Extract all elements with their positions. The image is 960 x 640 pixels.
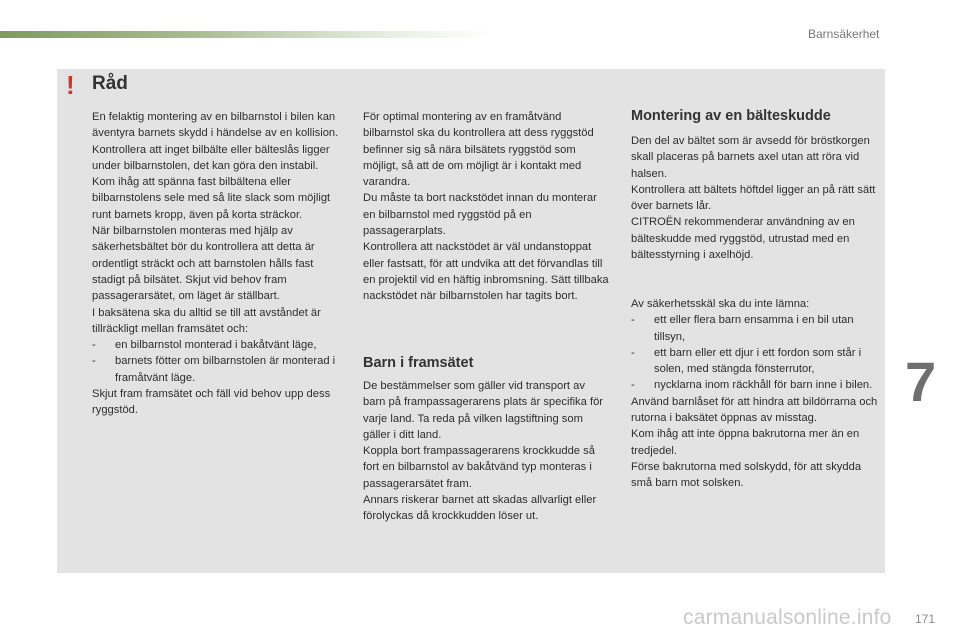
paragraph: Annars riskerar barnet att skadas allvarligt eller förolyckas då krockkudden löser ut. [363, 494, 597, 523]
warning-exclamation-icon: ! [66, 70, 75, 100]
watermark: carmanualsonline.info [683, 606, 892, 629]
bullet-list [92, 337, 348, 386]
paragraph: När bilbarnstolen monteras med hjälp av säkerhetsbältet bör du kontrollera att detta är ordentligt sträckt och att barnstolen hålls fast stadigt på bilsätet. Skjut vid behov fram passagerarsätet, om läget är ställbart. [92, 225, 315, 303]
chapter-title: Barnsäkerhet [808, 27, 880, 41]
list-item: - ett eller flera barn ensamma i en bil utan tillsyn, [631, 312, 883, 345]
paragraph: En felaktig montering av en bilbarnstol i bilen kan äventyra barnets skydd i händelse av en kollision. [92, 111, 339, 140]
safety-section [631, 296, 883, 492]
paragraph: Du måste ta bort nackstödet innan du monterar en bilbarnstol med ryggstöd på en passagerarplats. [363, 192, 597, 238]
paragraph: Koppla bort frampassagerarens krockkudde så fort en bilbarnstol av bakåtvänd typ monteras i passagerarsätet fram. [363, 445, 595, 490]
paragraph: Kontrollera att nackstödet är väl undanstoppat eller fastsatt, för att undvika att det förvandlas till en projektil vid en häftig inbromsning. Sätt tillbaka nackstödet när bilbarnstolen har tagits bort. [363, 241, 609, 303]
advice-column-1 [92, 109, 348, 419]
paragraph: Av säkerhetsskäl ska du inte lämna: [631, 298, 810, 310]
paragraph: Använd barnlåset för att hindra att bildörrarna och rutorna i baksätet öppnas av misstag. [631, 395, 878, 425]
paragraph: Kom ihåg att inte öppna bakrutorna mer än en tredjedel. [631, 428, 860, 457]
front-seat-section [363, 378, 609, 525]
bullet-list [631, 312, 883, 393]
paragraph: Förse bakrutorna med solskydd, för att skydda små barn mot solsken. [631, 460, 862, 490]
paragraph: Kontrollera att bältets höftdel ligger an på rätt sätt över barnets lår. [631, 183, 876, 213]
list-item: - nycklarna inom räckhåll för barn inne i bilen. [631, 377, 883, 393]
page-number: 171 [915, 612, 936, 626]
list-item: - barnets fötter om bilbarnstolen är monterad i framåtvänt läge. [92, 353, 348, 386]
chapter-number: 7 [905, 350, 937, 413]
front-seat-heading: Barn i framsätet [363, 355, 474, 371]
paragraph: I baksätena ska du alltid se till att avståndet är tillräckligt mellan framsätet och: [92, 306, 321, 335]
advice-column-2 [363, 109, 609, 305]
paragraph: Skjut fram framsätet och fäll vid behov upp dess ryggstöd. [92, 388, 331, 417]
paragraph: Den del av bältet som är avsedd för bröstkorgen skall placeras på barnets axel utan att röra vid halsen. [631, 135, 870, 180]
paragraph: Kontrollera att inget bilbälte eller bälteslås ligger under bilbarnstolen, det kan göra den instabil. [92, 143, 330, 172]
paragraph: CITROËN rekommenderar användning av en bälteskudde med ryggstöd, utrustad med en bältesstyrning i axelhöjd. [631, 216, 855, 262]
booster-section [631, 133, 883, 263]
paragraph: De bestämmelser som gäller vid transport av barn på frampassagerarens plats är specifika för varje land. Ta reda på vilken lagstiftning som gäller i ditt land. [363, 380, 604, 441]
list-item: - en bilbarnstol monterad i bakåtvänt läge, [92, 337, 348, 353]
list-item: - ett barn eller ett djur i ett fordon som står i solen, med stängda fönsterrutor, [631, 345, 883, 378]
chapter-color-bar [0, 31, 490, 38]
booster-heading: Montering av en bälteskudde [631, 108, 831, 124]
paragraph: Kom ihåg att spänna fast bilbältena eller bilbarnstolens sele med så lite slack som möjligt runt barnets kropp, även på korta sträckor. [92, 176, 331, 221]
paragraph: För optimal montering av en framåtvänd bilbarnstol ska du kontrollera att dess ryggstöd befinner sig så nära bilsätets ryggstöd som möjligt, så att de om möjligt är i kontakt med varandra. [363, 111, 594, 189]
panel-title: Råd [92, 73, 128, 94]
